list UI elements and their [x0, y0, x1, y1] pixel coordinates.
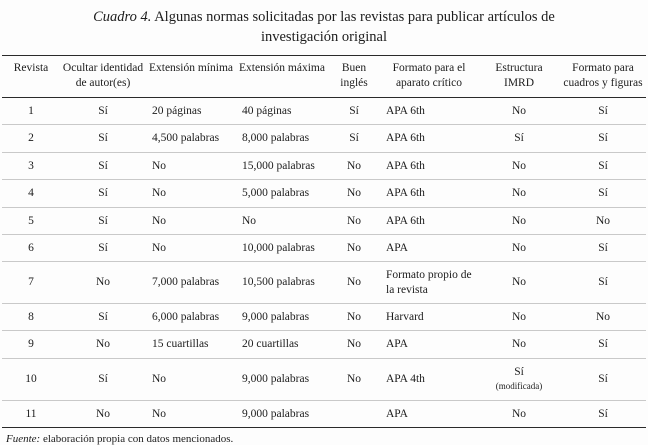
cell-text: 9: [28, 338, 34, 351]
table-cell: [380, 207, 478, 234]
cell-text: Sí: [598, 407, 608, 420]
table-cell: [560, 304, 646, 331]
caption-number: Cuadro 4.: [93, 9, 152, 25]
table-cell: [560, 400, 646, 427]
cell-text: No: [346, 338, 362, 351]
cell-text: 7,000 palabras: [152, 276, 220, 289]
table-cell: [328, 304, 380, 331]
table-cell: [328, 180, 380, 207]
header-row: [2, 56, 646, 98]
cell-text: No: [152, 372, 167, 385]
cell-text: 5: [28, 214, 34, 227]
table-cell: [328, 400, 380, 427]
table-cell: [146, 152, 236, 179]
cell-text: No: [346, 187, 362, 200]
table-row: [2, 207, 646, 234]
cell-text: 8,000 palabras: [242, 132, 310, 145]
cell-text: No: [95, 338, 111, 351]
table-cell: [328, 331, 380, 358]
cell-text: 20 páginas: [152, 105, 202, 117]
table-cell: [560, 262, 646, 304]
table-cell: [146, 125, 236, 152]
table-cell: [328, 262, 380, 304]
table-cell: [478, 125, 560, 152]
cell-text: 1: [28, 105, 34, 117]
table-cell: [236, 207, 328, 234]
header-ocultar-identidad: Ocultar identidad de autor(es): [60, 56, 146, 98]
table-cell: [380, 125, 478, 152]
revista-cell: [2, 180, 60, 207]
table-cell: [60, 400, 146, 427]
table-cell: [560, 180, 646, 207]
table-cell: [236, 98, 328, 125]
cell-text: Sí: [98, 187, 108, 200]
cell-text: 10,000 palabras: [242, 241, 315, 254]
cell-text: No: [152, 407, 167, 420]
cell-text: 8: [28, 311, 34, 323]
cell-text: Sí: [598, 338, 608, 351]
table-cell: [236, 304, 328, 331]
cell-text: APA: [386, 407, 408, 420]
table-cell: [560, 358, 646, 400]
table-cell: [328, 98, 380, 125]
table-cell: [146, 262, 236, 304]
table-cell: [236, 125, 328, 152]
cell-text: No: [511, 214, 527, 227]
cell-text: Sí: [349, 105, 359, 117]
table-cell: [380, 180, 478, 207]
table-row: [2, 304, 646, 331]
header-extension-minima: Extensión mínima: [146, 56, 236, 98]
cell-text: No: [346, 276, 362, 289]
cell-text: 3: [28, 159, 34, 172]
cell-text: Sí: [98, 241, 108, 254]
cell-text: Sí: [98, 372, 108, 385]
revista-cell: [2, 358, 60, 400]
table-row: [2, 98, 646, 125]
revista-cell: [2, 98, 60, 125]
cell-text: No: [595, 311, 611, 323]
table-cell: [328, 358, 380, 400]
table-cell: [560, 234, 646, 261]
cell-text: Sí: [598, 159, 608, 172]
table-caption: [84, 8, 564, 47]
table-cell: [560, 125, 646, 152]
table-cell: [560, 207, 646, 234]
revista-cell: [2, 331, 60, 358]
cell-text: No: [242, 214, 257, 227]
table-cell: [478, 207, 560, 234]
cell-text: No: [511, 187, 527, 200]
table-cell: [236, 234, 328, 261]
table-cell: [60, 358, 146, 400]
table-cell: [478, 152, 560, 179]
table-cell: [380, 304, 478, 331]
table-cell: [146, 234, 236, 261]
cell-text: No: [511, 407, 527, 420]
header-revista: Revista: [2, 56, 60, 98]
revista-cell: [2, 262, 60, 304]
cell-text: Sí: [514, 132, 524, 145]
cell-text: No: [95, 407, 111, 420]
table-cell: [328, 234, 380, 261]
table-cell: [60, 304, 146, 331]
header-extension-maxima: Extensión máxima: [236, 56, 328, 98]
cell-text: Sí: [514, 365, 524, 378]
source-note: [6, 433, 646, 445]
table-cell: [478, 262, 560, 304]
table-cell: [146, 331, 236, 358]
table-row: [2, 180, 646, 207]
source-label: Fuente:: [6, 432, 41, 445]
cell-text: Sí: [598, 241, 608, 254]
cell-text: APA 6th: [386, 187, 425, 200]
cell-text: 15 cuartillas: [152, 338, 209, 351]
table-cell: [328, 207, 380, 234]
table-cell: [380, 358, 478, 400]
cell-text: APA: [386, 241, 408, 254]
caption-text: Algunas normas solicitadas por las revistas para publicar artículos de investigación original: [151, 9, 555, 45]
cell-text: No: [346, 241, 362, 254]
cell-text: 40 páginas: [242, 105, 292, 117]
table-cell: [328, 125, 380, 152]
table-cell: [236, 180, 328, 207]
revista-cell: [2, 304, 60, 331]
cell-text: No: [346, 159, 362, 172]
table-cell: [236, 331, 328, 358]
table-row: [2, 358, 646, 400]
table-row: [2, 400, 646, 427]
cell-text: 9,000 palabras: [242, 311, 310, 323]
header-formato-aparato-critico: Formato para el aparato crítico: [380, 56, 478, 98]
cell-text: Sí: [598, 105, 608, 117]
normas-table: [2, 55, 646, 428]
cell-text: 4,500 palabras: [152, 132, 220, 145]
table-row: [2, 331, 646, 358]
table-cell: [236, 358, 328, 400]
table-cell: [146, 304, 236, 331]
table-cell: [146, 358, 236, 400]
cell-text: No: [346, 372, 362, 385]
cell-note: (modificada): [495, 381, 543, 392]
cell-text: 11: [25, 407, 37, 420]
cell-text: 9,000 palabras: [242, 372, 310, 385]
cell-text: APA: [386, 338, 408, 351]
cell-text: Harvard: [386, 311, 424, 323]
revista-cell: [2, 125, 60, 152]
table-cell: [60, 262, 146, 304]
table-cell: [146, 98, 236, 125]
cell-text: No: [511, 105, 527, 117]
table-row: [2, 152, 646, 179]
cell-text: No: [511, 241, 527, 254]
table-cell: [60, 331, 146, 358]
cell-text: No: [511, 276, 527, 289]
cell-text: 7: [28, 276, 34, 289]
cell-text: 20 cuartillas: [242, 338, 299, 351]
table-header: [2, 56, 646, 98]
cell-text: 6: [28, 241, 34, 254]
cell-text: APA 6th: [386, 159, 425, 172]
source-text: elaboración propia con datos mencionados.: [40, 432, 234, 445]
header-formato-cuadros-figuras: Formato para cuadros y figuras: [560, 56, 646, 98]
header-buen-ingles: Buen inglés: [328, 56, 380, 98]
cell-text: No: [511, 338, 527, 351]
cell-text: No: [152, 187, 167, 200]
table-row: [2, 234, 646, 261]
cell-text: No: [511, 311, 527, 323]
cell-text: Sí: [598, 187, 608, 200]
table-cell: [380, 400, 478, 427]
cell-text: Sí: [98, 105, 108, 117]
cell-text: No: [152, 159, 167, 172]
revista-cell: [2, 234, 60, 261]
cell-text: 10: [25, 372, 37, 385]
table-cell: [478, 234, 560, 261]
table-cell: [60, 180, 146, 207]
table-row: [2, 125, 646, 152]
cell-text: 15,000 palabras: [242, 159, 315, 172]
header-estructura-imrd: Estructura IMRD: [478, 56, 560, 98]
revista-cell: [2, 152, 60, 179]
cell-text: Sí: [598, 132, 608, 145]
table-cell: [380, 98, 478, 125]
table-cell: [478, 98, 560, 125]
cell-text: No: [152, 241, 167, 254]
cell-text: Formato propio de la revista: [386, 269, 472, 296]
cell-text: 4: [28, 187, 34, 200]
table-cell: [560, 331, 646, 358]
table-cell: [380, 262, 478, 304]
table-cell: [146, 180, 236, 207]
cell-text: 9,000 palabras: [242, 407, 310, 420]
table-cell: [146, 207, 236, 234]
table-cell: [236, 400, 328, 427]
cell-text: No: [95, 276, 111, 289]
revista-cell: [2, 400, 60, 427]
cell-text: Sí: [98, 132, 108, 145]
table-row: [2, 262, 646, 304]
table-cell: [60, 152, 146, 179]
cell-text: No: [152, 214, 167, 227]
table-cell: [478, 304, 560, 331]
table-cell: [146, 400, 236, 427]
cell-text: No: [346, 214, 362, 227]
cell-text: Sí: [598, 276, 608, 289]
table-cell: [236, 262, 328, 304]
cell-text: 2: [28, 132, 34, 145]
table-cell: [380, 152, 478, 179]
table-cell: [380, 331, 478, 358]
table-cell: [380, 234, 478, 261]
table-cell: [560, 98, 646, 125]
cell-text: Sí: [349, 132, 359, 145]
cell-text: No: [511, 159, 527, 172]
table-cell: [478, 358, 560, 400]
cell-text: APA 4th: [386, 372, 425, 385]
table-cell: [328, 152, 380, 179]
cell-text: APA 6th: [386, 132, 425, 145]
revista-cell: [2, 207, 60, 234]
table-body: [2, 98, 646, 428]
table-cell: [560, 152, 646, 179]
cell-text: Sí: [98, 159, 108, 172]
cell-text: Sí: [98, 214, 108, 227]
cell-text: 5,000 palabras: [242, 187, 310, 200]
table-cell: [60, 207, 146, 234]
cell-text: APA 6th: [386, 105, 425, 117]
cell-text: 6,000 palabras: [152, 311, 220, 323]
table-cell: [60, 125, 146, 152]
cell-text: No: [595, 214, 611, 227]
table-cell: [236, 152, 328, 179]
cell-text: Sí: [98, 311, 108, 323]
cell-text: No: [346, 311, 362, 323]
table-cell: [60, 98, 146, 125]
cell-text: Sí: [598, 372, 608, 385]
table-cell: [60, 234, 146, 261]
table-cell: [478, 331, 560, 358]
table-cell: [478, 180, 560, 207]
cell-text: 10,500 palabras: [242, 276, 315, 289]
table-cell: [478, 400, 560, 427]
cell-text: APA 6th: [386, 214, 425, 227]
